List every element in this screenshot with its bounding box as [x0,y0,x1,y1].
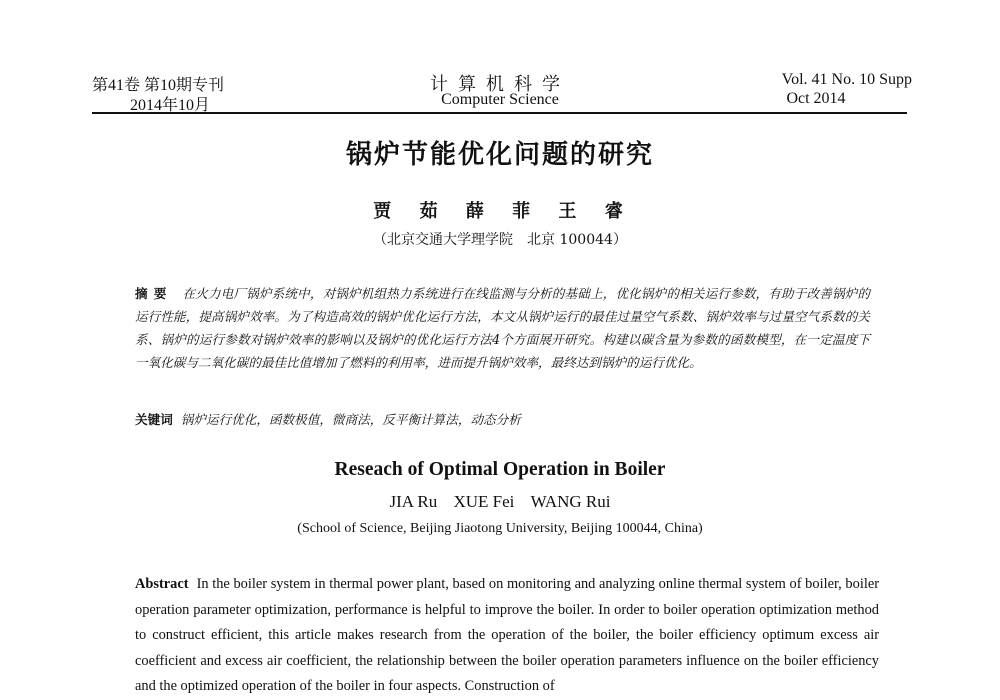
abstract-cn-text: 在火力电厂锅炉系统中，对锅炉机组热力系统进行在线监测与分析的基础上，优化锅炉的相关运行参数，有助于改善锅炉的运行性能，提高锅炉效率。为了构造高效的锅炉优化运行方法，本文从锅炉运行的最佳过量空气系数、锅炉效率与过量空气系数的关系、锅炉的运行参数对锅炉效率的影响以及锅炉的优化运行方法4个方面展开研究。构建以碳含量为参数的函数模型，在一定温度下一氧化碳与二氧化碳的最佳比值增加了燃料的利用率，进而提升锅炉效率，最终达到锅炉的运行优化。 [135,286,871,370]
journal-date-cn: 2014年10月 [130,97,211,114]
paper-title-cn: 锅炉节能优化问题的研究 [345,140,654,170]
authors-en [0,492,1000,512]
author-en-3: WANG Rui [530,492,611,511]
authors-cn [0,197,1000,223]
header-rule [92,112,907,114]
affiliation-cn: （北京交通大学理学院 北京 100044） [373,232,627,248]
keywords-cn-text: 锅炉运行优化，函数极值，微商法，反平衡计算法，动态分析 [180,412,521,427]
keywords-cn-label: 关键词 [135,412,173,427]
journal-name-en: Computer Science [441,91,559,108]
paper-title-en: Reseach of Optimal Operation in Boiler [334,459,666,480]
keywords-cn [135,410,870,430]
affiliation-en: (School of Science, Beijing Jiaotong University, Beijing 100044, China) [297,521,703,536]
abstract-en-label: Abstract [135,576,189,592]
journal-volume-en: Vol. 41 No. 10 Supp [781,71,912,88]
author-cn-2: 薛 菲 [465,201,535,222]
journal-name-cn: 计算机科学 [430,74,570,94]
author-cn-3: 王 睿 [558,201,627,222]
journal-volume-issue: 第41卷 第10期专刊 [92,77,225,94]
abstract-cn-label: 摘要 [135,286,173,301]
abstract-en-text: In the boiler system in thermal power plant, based on monitoring and analyzing online thermal system of boiler, boiler operation parameter optimization, performance is helpful to improve the boiler. In order to boiler operation optimization method to construct efficient, this article makes research from the operation of the boiler, the boiler efficiency optimum excess air coefficient and excess air coefficient, the relationship between the boiler operation parameters influence on the boiler efficiency and the optimized operation of the boiler in four aspects. Construction of [135,576,879,694]
journal-date-en: Oct 2014 [786,90,846,107]
author-cn-1: 贾 茹 [373,201,442,222]
abstract-en [135,572,879,700]
abstract-cn [135,282,870,374]
author-en-2: XUE Fei [453,492,515,511]
author-en-1: JIA Ru [389,492,438,511]
